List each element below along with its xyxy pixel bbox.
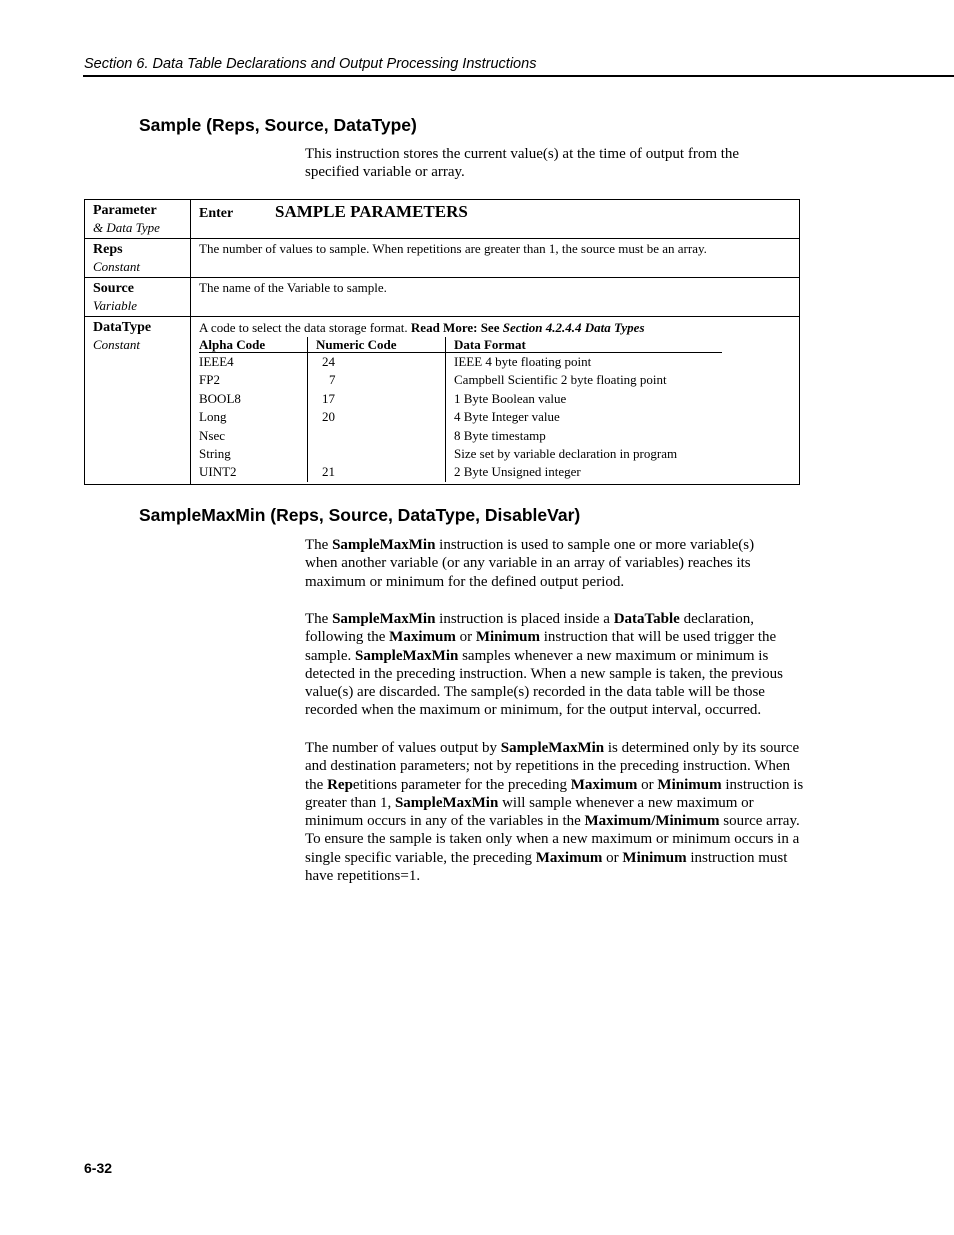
param-description: The number of values to sample. When repetitions are greater than 1, the source must be an array.: [199, 241, 707, 256]
data-format: 1 Byte Boolean value: [446, 390, 723, 408]
alpha-code: Long: [199, 409, 227, 425]
code-row: [199, 371, 722, 389]
param-header-sub: & Data Type: [93, 220, 160, 235]
alpha-code: String: [199, 446, 231, 462]
column-header: Alpha Code: [199, 337, 308, 353]
alpha-code: IEEE4: [199, 354, 234, 369]
samplemaxmin-para-2: [305, 610, 815, 720]
datatype-description: A code to select the data storage format. Read More: See Section 4.2.4.4 Data Types: [199, 320, 645, 335]
numeric-code: [308, 427, 446, 445]
data-format: Size set by variable declaration in program: [446, 445, 723, 463]
table-header-row: [85, 200, 800, 239]
numeric-code: 17: [308, 390, 446, 408]
data-format: 8 Byte timestamp: [446, 427, 723, 445]
param-header-label: Parameter: [93, 203, 157, 218]
code-row: [199, 427, 722, 445]
running-header: Section 6. Data Table Declarations and Output Processing Instructions: [84, 56, 537, 72]
table-row: [85, 317, 800, 485]
numeric-code: [308, 445, 446, 463]
samplemaxmin-heading: SampleMaxMin (Reps, Source, DataType, DisableVar): [139, 505, 581, 525]
data-format: 4 Byte Integer value: [446, 408, 723, 426]
samplemaxmin-para-3: [305, 739, 810, 885]
column-header: Data Format: [446, 337, 723, 353]
code-row: [199, 390, 722, 408]
sample-heading: Sample (Reps, Source, DataType): [139, 115, 417, 135]
param-name: Reps: [93, 242, 123, 257]
param-type: Constant: [93, 259, 140, 274]
numeric-code: 21: [308, 463, 446, 481]
paragraph: The number of values output by SampleMaxMin is determined only by its source and destination parameters; not by repetitions in the preceding instruction. When the Repetitions parameter for the preceding Maximum or Minimum instruction is greater than 1, SampleMaxMin will sample whenever a new maximum or minimum occurs in any of the variables in the Maximum/Minimum source array. To ensure the sample is taken only when a new maximum or minimum occurs in a single specific variable, the preceding Maximum or Minimum instruction must have repetitions=1.: [305, 740, 804, 885]
numeric-code: 7: [308, 371, 446, 389]
code-row: [199, 408, 722, 426]
data-format: 2 Byte Unsigned integer: [446, 463, 723, 481]
param-description: The name of the Variable to sample.: [199, 280, 387, 295]
enter-label: Enter: [199, 206, 234, 221]
table-row: [85, 239, 800, 278]
numeric-code: 20: [308, 408, 446, 426]
numeric-code: 24: [308, 353, 446, 372]
param-type: Variable: [93, 298, 138, 313]
data-format: IEEE 4 byte floating point: [446, 353, 723, 372]
param-type: Constant: [93, 337, 140, 352]
column-header: Numeric Code: [308, 337, 446, 353]
data-format: Campbell Scientific 2 byte floating point: [446, 371, 723, 389]
paragraph: The SampleMaxMin instruction is placed inside a DataTable declaration, following the Maximum or Minimum instruction that will be used trigger the sample. SampleMaxMin samples whenever a new maximum or minimum is detected in the preceding instruction. When a new sample is taken, the previous value(s) are discarded. The sample(s) recorded in the data table will be those recorded when the maximum or minimum, for the output interval, occurred.: [305, 611, 783, 719]
samplemaxmin-para-1: [305, 536, 785, 591]
paragraph: The SampleMaxMin instruction is used to sample one or more variable(s) when another variable (or any variable in an array of variables) reaches its maximum or minimum for the defined output period.: [305, 537, 755, 590]
header-rule: [83, 75, 954, 77]
datatype-codes-table: [199, 337, 722, 482]
table-row: [85, 278, 800, 317]
code-row: [199, 353, 722, 372]
alpha-code: FP2: [199, 372, 220, 388]
sample-parameters-table: [84, 199, 800, 485]
page-number: 6-32: [84, 1160, 113, 1176]
code-row: [199, 445, 722, 463]
sample-intro: This instruction stores the current value(s) at the time of output from the specified variable or array.: [305, 146, 740, 181]
alpha-code: Nsec: [199, 427, 225, 443]
param-name: DataType: [93, 320, 152, 335]
codes-header-row: [199, 337, 722, 353]
param-name: Source: [93, 281, 134, 296]
alpha-code: UINT2: [199, 464, 237, 480]
table-title: SAMPLE PARAMETERS: [275, 202, 468, 221]
alpha-code: BOOL8: [199, 390, 241, 406]
code-row: [199, 463, 722, 481]
